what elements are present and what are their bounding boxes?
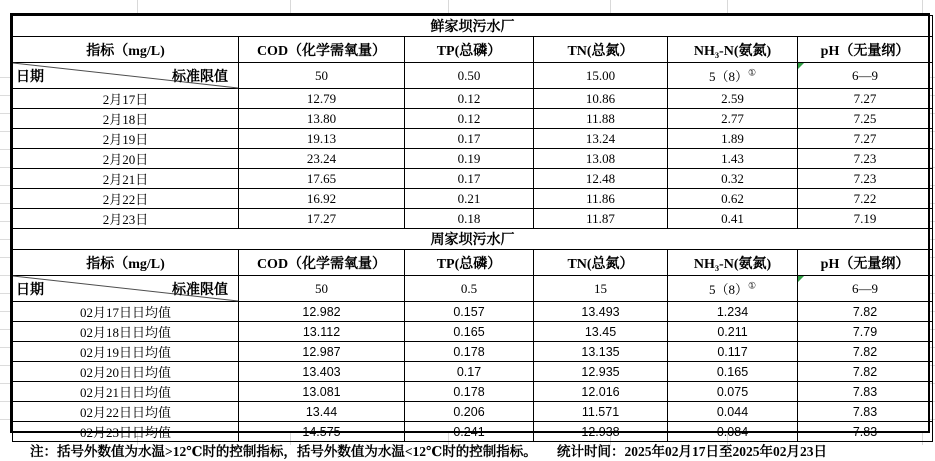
value-cell: 13.44 [239,402,405,422]
date-axis-label: 日期 [16,69,44,85]
limit-nh3n [668,63,798,89]
footnote-marker: ① [747,280,757,291]
value-cell: 14.575 [239,422,405,442]
value-cell: 13.80 [239,109,405,129]
data-row [13,422,933,442]
value-cell: 7.83 [798,402,933,422]
date-cell: 02月17日日均值 [13,302,239,322]
value-cell: 0.17 [405,129,534,149]
margin-gridline [137,0,138,13]
value-cell: 0.211 [668,322,798,342]
value-cell: 7.27 [798,129,933,149]
margin-gridline [290,0,291,13]
value-cell: 0.19 [405,149,534,169]
data-row [13,109,933,129]
margin-gridline [610,0,611,13]
value-cell: 7.79 [798,322,933,342]
value-cell: 7.19 [798,209,933,229]
value-cell: 1.43 [668,149,798,169]
limit-nh3n-value: 5（8） [708,69,748,84]
value-cell: 0.075 [668,382,798,402]
value-cell: 12.79 [239,89,405,109]
date-cell: 02月21日日均值 [13,382,239,402]
footnote-marker: ① [747,67,757,78]
footnote: 注：括号外数值为水温>12℃时的控制指标，括号外数值为水温<12℃时的控制指标。 统计时间：2025年02月17日至2025年02月23日 [30,444,827,459]
margin-gridlines-left [0,60,10,433]
value-cell: 0.21 [405,189,534,209]
data-row [13,342,933,362]
value-cell: 11.88 [534,109,668,129]
value-cell: 12.938 [534,422,668,442]
value-cell: 0.17 [405,362,534,382]
data-row [13,382,933,402]
value-cell: 17.27 [239,209,405,229]
value-cell: 16.92 [239,189,405,209]
data-row [13,402,933,422]
col-header-tn: TN(总氮） [534,37,668,63]
value-cell: 0.178 [405,382,534,402]
value-cell: 7.82 [798,342,933,362]
date-cell: 2月23日 [13,209,239,229]
margin-gridline [922,0,923,13]
date-cell: 02月19日日均值 [13,342,239,362]
date-cell: 2月17日 [13,89,239,109]
limit-ph [798,63,933,89]
limit-ph-value: 6—9 [852,280,879,296]
value-cell: 13.08 [534,149,668,169]
col-header-tp: TP(总磷） [405,250,534,276]
value-cell: 0.41 [668,209,798,229]
value-cell: 7.82 [798,302,933,322]
excel-error-indicator-icon [798,276,804,282]
diagonal-split-cell [13,276,239,302]
value-cell: 13.45 [534,322,668,342]
data-row [13,149,933,169]
value-cell: 7.27 [798,89,933,109]
plant-title: 鲜家坝污水厂 [13,16,933,37]
date-cell: 2月18日 [13,109,239,129]
date-cell: 02月20日日均值 [13,362,239,382]
value-cell: 11.571 [534,402,668,422]
col-header-cod: COD（化学需氧量） [239,37,405,63]
value-cell: 13.403 [239,362,405,382]
value-cell: 0.12 [405,89,534,109]
plant-data-rows [13,89,933,229]
value-cell: 1.89 [668,129,798,149]
plant-data-rows [13,302,933,442]
plant-section-zhoujiaba [12,229,928,442]
value-cell: 13.112 [239,322,405,342]
limit-tp: 0.5 [405,276,534,302]
value-cell: 11.86 [534,189,668,209]
column-header-row [13,37,933,63]
plant-title-row [13,229,933,250]
limit-axis-label: 标准限值 [172,282,228,298]
value-cell: 12.987 [239,342,405,362]
value-cell: 7.82 [798,362,933,382]
value-cell: 0.17 [405,169,534,189]
plant-table [12,15,933,229]
plant-title: 周家坝污水厂 [13,229,933,250]
value-cell: 0.12 [405,109,534,129]
data-row [13,129,933,149]
margin-gridline [448,0,449,13]
value-cell: 10.86 [534,89,668,109]
value-cell: 0.62 [668,189,798,209]
data-row [13,209,933,229]
value-cell: 17.65 [239,169,405,189]
date-cell: 2月22日 [13,189,239,209]
value-cell: 11.87 [534,209,668,229]
value-cell: 0.044 [668,402,798,422]
value-cell: 0.241 [405,422,534,442]
limit-nh3n [668,276,798,302]
data-row [13,322,933,342]
value-cell: 13.493 [534,302,668,322]
data-row [13,189,933,209]
limit-ph [798,276,933,302]
value-cell: 7.22 [798,189,933,209]
value-cell: 0.32 [668,169,798,189]
date-cell: 2月20日 [13,149,239,169]
standard-limit-row [13,63,933,89]
date-cell: 02月23日日均值 [13,422,239,442]
excel-error-indicator-icon [798,63,804,69]
value-cell: 7.23 [798,169,933,189]
standard-limit-row [13,276,933,302]
limit-tn: 15.00 [534,63,668,89]
value-cell: 2.77 [668,109,798,129]
value-cell: 12.982 [239,302,405,322]
value-cell: 7.83 [798,382,933,402]
date-cell: 2月19日 [13,129,239,149]
col-header-tp: TP(总磷） [405,37,534,63]
col-header-cod: COD（化学需氧量） [239,250,405,276]
date-cell: 2月21日 [13,169,239,189]
value-cell: 0.206 [405,402,534,422]
value-cell: 7.83 [798,422,933,442]
data-row [13,362,933,382]
col-header-indicator: 指标（mg/L) [13,250,239,276]
col-header-tn: TN(总氮） [534,250,668,276]
value-cell: 23.24 [239,149,405,169]
date-cell: 02月22日日均值 [13,402,239,422]
value-cell: 19.13 [239,129,405,149]
plant-section-xianjiaba [12,15,928,229]
value-cell: 0.165 [405,322,534,342]
limit-nh3n-value: 5（8） [708,282,748,297]
data-row [13,302,933,322]
value-cell: 0.084 [668,422,798,442]
col-header-ph: pH（无量纲） [798,37,933,63]
water-quality-report [10,13,930,459]
value-cell: 0.117 [668,342,798,362]
col-header-indicator: 指标（mg/L) [13,37,239,63]
margin-gridline [727,0,728,13]
value-cell: 13.135 [534,342,668,362]
col-header-ph: pH（无量纲） [798,250,933,276]
value-cell: 7.25 [798,109,933,129]
limit-cod: 50 [239,63,405,89]
limit-tp: 0.50 [405,63,534,89]
col-header-nh3n: NH₃-N(氨氮) [668,250,798,276]
plant-title-row [13,16,933,37]
column-header-row [13,250,933,276]
value-cell: 0.157 [405,302,534,322]
value-cell: 2.59 [668,89,798,109]
value-cell: 0.165 [668,362,798,382]
value-cell: 12.48 [534,169,668,189]
data-row [13,169,933,189]
col-header-nh3n: NH₃-N(氨氮) [668,37,798,63]
limit-cod: 50 [239,276,405,302]
value-cell: 0.18 [405,209,534,229]
value-cell: 1.234 [668,302,798,322]
value-cell: 13.24 [534,129,668,149]
value-cell: 12.935 [534,362,668,382]
date-cell: 02月18日日均值 [13,322,239,342]
value-cell: 0.178 [405,342,534,362]
date-axis-label: 日期 [16,282,44,298]
diagonal-split-cell [13,63,239,89]
plant-table [12,229,933,442]
value-cell: 13.081 [239,382,405,402]
value-cell: 7.23 [798,149,933,169]
limit-tn: 15 [534,276,668,302]
value-cell: 12.016 [534,382,668,402]
limit-axis-label: 标准限值 [172,69,228,85]
data-row [13,89,933,109]
limit-ph-value: 6—9 [852,67,879,83]
